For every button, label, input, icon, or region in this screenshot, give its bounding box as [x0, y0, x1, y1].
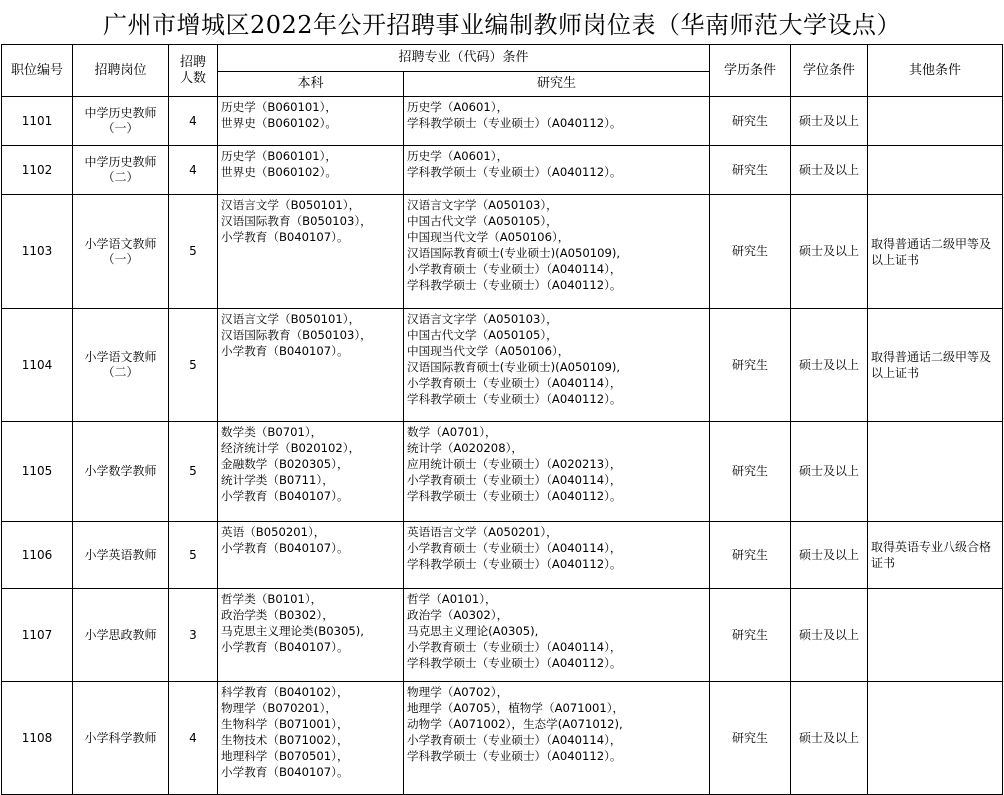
- undergrad-major: 汉语言文学（B050101），: [221, 312, 361, 326]
- postgrad-major: 哲学（A0101），: [407, 592, 497, 606]
- header-other: 其他条件: [868, 45, 1003, 97]
- undergrad-major: 统计学类（B0711），: [221, 473, 334, 487]
- cell-undergrad: [218, 422, 404, 522]
- cell-undergrad: [218, 309, 404, 422]
- cell-postgrad: [404, 97, 710, 146]
- header-post: 招聘岗位: [73, 45, 169, 97]
- post-name: 小学英语教师: [84, 547, 157, 562]
- undergrad-major: 马克思主义理论类(B0305),: [221, 624, 364, 638]
- header-major-group: 招聘专业（代码）条件: [218, 45, 710, 72]
- post-name: 小学语文教师（二）: [84, 350, 157, 379]
- postgrad-major: 应用统计硕士（专业硕士）（A020213），: [407, 457, 622, 471]
- cell-other: 取得普通话二级甲等及以上证书: [868, 309, 1003, 422]
- cell-undergrad: [218, 522, 404, 589]
- cell-count: 4: [169, 146, 218, 195]
- postgrad-major: 中国古代文学（A050105），: [407, 214, 558, 228]
- postgrad-major: 英语语言文学（A050201），: [407, 525, 558, 539]
- undergrad-major: 经济统计学（B020102），: [221, 441, 361, 455]
- cell-education: 研究生: [710, 97, 791, 146]
- table-row: [2, 589, 1003, 682]
- postgrad-major: 学科教学硕士（专业硕士）（A040112）。: [407, 116, 622, 130]
- postgrad-major: 小学教育硕士（专业硕士）（A040114），: [407, 262, 622, 276]
- cell-count: 5: [169, 195, 218, 309]
- cell-post: [73, 195, 169, 309]
- cell-undergrad: [218, 97, 404, 146]
- cell-code: 1107: [2, 589, 73, 682]
- post-name: 小学语文教师（一）: [84, 236, 157, 266]
- postgrad-major: 汉语言文字学（A050103），: [407, 312, 558, 326]
- cell-other: [868, 589, 1003, 682]
- cell-code: 1102: [2, 146, 73, 195]
- postgrad-major: 汉语国际教育硕士(专业硕士)(A050109),: [407, 246, 621, 260]
- postgrad-major: 地理学（A0705），植物学（A071001），: [407, 701, 625, 715]
- undergrad-major: 生物技术（B071002），: [221, 733, 349, 747]
- undergrad-major: 哲学类（B0101），: [221, 592, 323, 606]
- undergrad-major: 汉语国际教育（B050103），: [221, 214, 372, 228]
- postgrad-major: 学科教学硕士（专业硕士）（A040112）。: [407, 489, 622, 503]
- postgrad-major: 中国现当代文学（A050106），: [407, 344, 570, 358]
- cell-education: 研究生: [710, 682, 791, 795]
- cell-post: [73, 589, 169, 682]
- recruitment-table: [1, 44, 1003, 795]
- undergrad-major: 小学教育（B040107）。: [221, 640, 349, 654]
- cell-post: [73, 309, 169, 422]
- header-postgrad: 研究生: [404, 72, 710, 97]
- cell-degree: 硕士及以上: [791, 682, 868, 795]
- undergrad-major: 小学教育（B040107）。: [221, 489, 349, 503]
- postgrad-major: 数学（A0701），: [407, 425, 497, 439]
- cell-degree: 硕士及以上: [791, 97, 868, 146]
- cell-education: 研究生: [710, 309, 791, 422]
- undergrad-major: 历史学（B060101），: [221, 100, 337, 114]
- postgrad-major: 汉语国际教育硕士(专业硕士)(A050109),: [407, 360, 621, 374]
- undergrad-major: 小学教育（B040107）。: [221, 230, 349, 244]
- cell-code: 1103: [2, 195, 73, 309]
- cell-post: [73, 97, 169, 146]
- table-row: [2, 146, 1003, 195]
- undergrad-major: 科学教育（B040102），: [221, 685, 349, 699]
- post-name: 中学历史教师（一）: [84, 106, 157, 135]
- cell-postgrad: [404, 146, 710, 195]
- undergrad-major: 汉语言文学（B050101），: [221, 198, 361, 212]
- cell-count: 4: [169, 97, 218, 146]
- cell-degree: 硕士及以上: [791, 146, 868, 195]
- cell-other: 取得普通话二级甲等及以上证书: [868, 195, 1003, 309]
- cell-count: 3: [169, 589, 218, 682]
- postgrad-major: 小学教育硕士（专业硕士）（A040114），: [407, 376, 622, 390]
- postgrad-major: 中国现当代文学（A050106），: [407, 230, 570, 244]
- postgrad-major: 历史学（A0601），: [407, 100, 509, 114]
- cell-undergrad: [218, 589, 404, 682]
- cell-post: [73, 146, 169, 195]
- undergrad-major: 英语（B050201），: [221, 525, 326, 539]
- cell-other: [868, 146, 1003, 195]
- cell-code: 1105: [2, 422, 73, 522]
- postgrad-major: 政治学（A0302），: [407, 608, 509, 622]
- postgrad-major: 物理学（A0702），: [407, 685, 509, 699]
- cell-degree: 硕士及以上: [791, 309, 868, 422]
- cell-code: 1108: [2, 682, 73, 795]
- cell-degree: 硕士及以上: [791, 522, 868, 589]
- header-undergrad: 本科: [218, 72, 404, 97]
- undergrad-major: 数学类（B0701），: [221, 425, 323, 439]
- postgrad-major: 汉语言文字学（A050103），: [407, 198, 558, 212]
- cell-postgrad: [404, 195, 710, 309]
- postgrad-major: 小学教育硕士（专业硕士）（A040114），: [407, 541, 622, 555]
- postgrad-major: 中国古代文学（A050105），: [407, 328, 558, 342]
- cell-code: 1106: [2, 522, 73, 589]
- cell-undergrad: [218, 195, 404, 309]
- table-row: [2, 309, 1003, 422]
- cell-code: 1104: [2, 309, 73, 422]
- postgrad-major: 学科教学硕士（专业硕士）（A040112）。: [407, 165, 622, 179]
- header-degree: 学位条件: [791, 45, 868, 97]
- cell-count: 5: [169, 522, 218, 589]
- cell-post: [73, 422, 169, 522]
- cell-postgrad: [404, 309, 710, 422]
- cell-postgrad: [404, 682, 710, 795]
- table-row: [2, 195, 1003, 309]
- cell-other: [868, 97, 1003, 146]
- postgrad-major: 小学教育硕士（专业硕士）（A040114），: [407, 640, 622, 654]
- undergrad-major: 地理科学（B070501），: [221, 749, 349, 763]
- cell-postgrad: [404, 422, 710, 522]
- undergrad-major: 物理学（B070201），: [221, 701, 337, 715]
- post-name: 小学数学教师: [84, 464, 157, 478]
- table-row: [2, 422, 1003, 522]
- cell-other: 取得英语专业八级合格证书: [868, 522, 1003, 589]
- cell-education: 研究生: [710, 522, 791, 589]
- postgrad-major: 学科教学硕士（专业硕士）（A040112）。: [407, 656, 622, 670]
- table-row: [2, 682, 1003, 795]
- header-code: 职位编号: [2, 45, 73, 97]
- post-name: 小学科学教师: [84, 730, 157, 745]
- cell-postgrad: [404, 589, 710, 682]
- header-count: [169, 45, 218, 97]
- cell-count: 5: [169, 309, 218, 422]
- page-title: 广州市增城区2022年公开招聘事业编制教师岗位表（华南师范大学设点）: [102, 10, 902, 39]
- cell-code: 1101: [2, 97, 73, 146]
- undergrad-major: 小学教育（B040107）。: [221, 541, 349, 555]
- postgrad-major: 统计学（A020208），: [407, 441, 523, 455]
- postgrad-major: 学科教学硕士（专业硕士）（A040112）。: [407, 392, 622, 406]
- undergrad-major: 生物科学（B071001），: [221, 717, 349, 731]
- cell-post: [73, 522, 169, 589]
- table-row: [2, 97, 1003, 146]
- cell-postgrad: [404, 522, 710, 589]
- cell-post: [73, 682, 169, 795]
- cell-degree: 硕士及以上: [791, 422, 868, 522]
- postgrad-major: 小学教育硕士（专业硕士）（A040114），: [407, 733, 622, 747]
- postgrad-major: 学科教学硕士（专业硕士）（A040112）。: [407, 278, 622, 292]
- undergrad-major: 世界史（B060102）。: [221, 165, 337, 179]
- table-row: [2, 522, 1003, 589]
- postgrad-major: 学科教学硕士（专业硕士）（A040112）。: [407, 557, 622, 571]
- undergrad-major: 历史学（B060101），: [221, 149, 337, 163]
- cell-count: 4: [169, 682, 218, 795]
- undergrad-major: 政治学类（B0302），: [221, 608, 334, 622]
- postgrad-major: 马克思主义理论(A0305),: [407, 624, 539, 638]
- post-name: 中学历史教师（二）: [84, 155, 157, 184]
- cell-education: 研究生: [710, 589, 791, 682]
- postgrad-major: 历史学（A0601），: [407, 149, 509, 163]
- undergrad-major: 金融数学（B020305），: [221, 457, 349, 471]
- postgrad-major: 学科教学硕士（专业硕士）（A040112）。: [407, 749, 622, 763]
- header-count-text: 招聘人数: [179, 54, 206, 86]
- cell-education: 研究生: [710, 146, 791, 195]
- postgrad-major: 小学教育硕士（专业硕士）（A040114），: [407, 473, 622, 487]
- header-education: 学历条件: [710, 45, 791, 97]
- undergrad-major: 汉语国际教育（B050103），: [221, 328, 372, 342]
- cell-other: [868, 422, 1003, 522]
- undergrad-major: 世界史（B060102）。: [221, 116, 337, 130]
- undergrad-major: 小学教育（B040107）。: [221, 765, 349, 779]
- post-name: 小学思政教师: [84, 627, 157, 642]
- undergrad-major: 小学教育（B040107）。: [221, 344, 349, 358]
- cell-other: [868, 682, 1003, 795]
- cell-education: 研究生: [710, 195, 791, 309]
- cell-undergrad: [218, 682, 404, 795]
- cell-degree: 硕士及以上: [791, 195, 868, 309]
- cell-education: 研究生: [710, 422, 791, 522]
- postgrad-major: 动物学（A071002），生态学(A071012),: [407, 717, 623, 731]
- cell-undergrad: [218, 146, 404, 195]
- cell-degree: 硕士及以上: [791, 589, 868, 682]
- cell-count: 5: [169, 422, 218, 522]
